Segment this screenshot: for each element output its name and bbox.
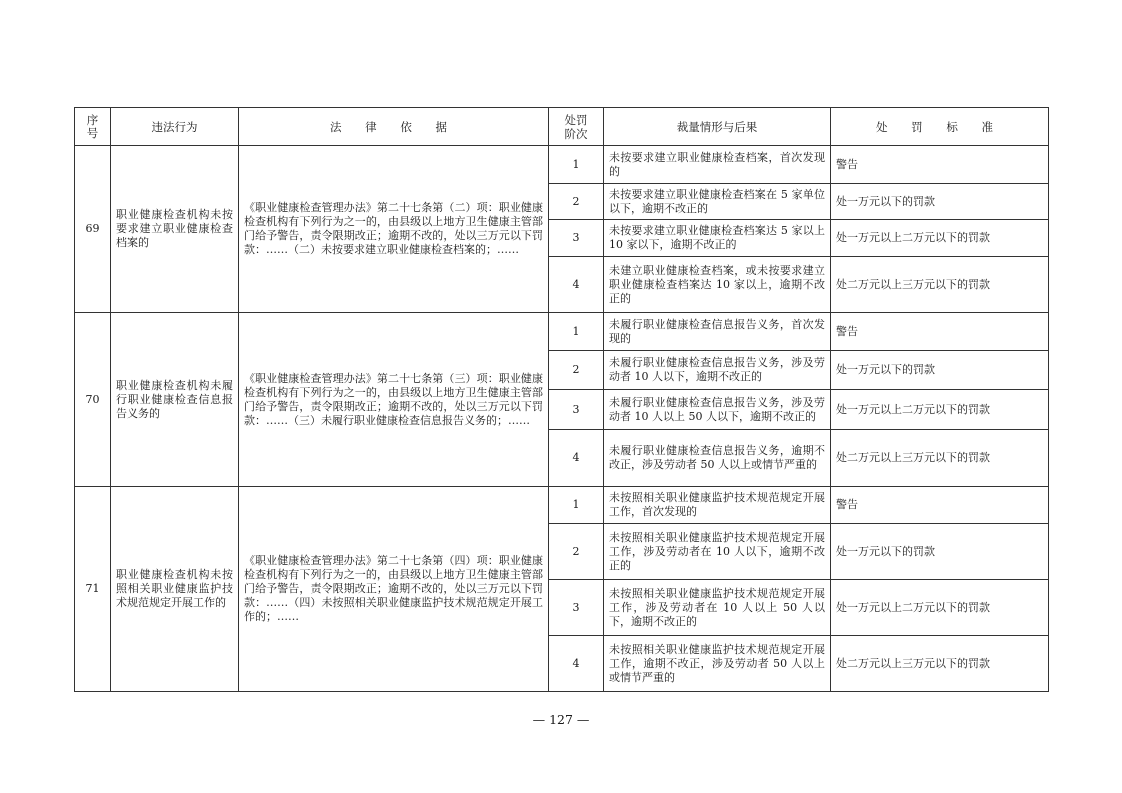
legal-basis-cell: 《职业健康检查管理办法》第二十七条第（四）项：职业健康检查机构有下列行为之一的，由县级以上地方卫生健康主管部门给予警告，责令限期改正；逾期不改的，处以三万元以下罚款：……（四）未按照相关职业健康监护技术规范规定开展工作的；…… bbox=[239, 487, 549, 692]
penalty-stage-cell: 4 bbox=[549, 636, 604, 692]
penalty-cell: 处二万元以上三万元以下的罚款 bbox=[831, 257, 1049, 313]
penalty-cell: 处一万元以下的罚款 bbox=[831, 524, 1049, 580]
penalty-stage-cell: 4 bbox=[549, 430, 604, 487]
penalty-stage-cell: 1 bbox=[549, 146, 604, 184]
penalty-stage-cell: 1 bbox=[549, 313, 604, 351]
circumstance-cell: 未按照相关职业健康监护技术规范规定开展工作，涉及劳动者在 10 人以上 50 人以下，逾期不改正的 bbox=[604, 580, 831, 636]
penalty-cell: 处一万元以上二万元以下的罚款 bbox=[831, 220, 1049, 257]
circumstance-cell: 未建立职业健康检查档案，或未按要求建立职业健康检查档案达 10 家以上，逾期不改正的 bbox=[604, 257, 831, 313]
penalty-cell: 处一万元以下的罚款 bbox=[831, 351, 1049, 390]
row-seq-number: 71 bbox=[75, 487, 111, 692]
penalty-cell: 警告 bbox=[831, 146, 1049, 184]
circumstance-cell: 未按照相关职业健康监护技术规范规定开展工作，首次发现的 bbox=[604, 487, 831, 524]
penalty-stage-cell: 2 bbox=[549, 351, 604, 390]
header-legal-basis: 法 律 依 据 bbox=[239, 108, 549, 146]
circumstance-cell: 未履行职业健康检查信息报告义务，涉及劳动者 10 人以下，逾期不改正的 bbox=[604, 351, 831, 390]
penalty-stage-cell: 2 bbox=[549, 184, 604, 220]
penalty-cell: 警告 bbox=[831, 487, 1049, 524]
table-row bbox=[75, 313, 1049, 351]
header-circumstances: 裁量情形与后果 bbox=[604, 108, 831, 146]
header-penalty-stage: 处罚 阶次 bbox=[549, 108, 604, 146]
header-penalty-standard: 处 罚 标 准 bbox=[831, 108, 1049, 146]
penalty-stage-cell: 3 bbox=[549, 390, 604, 430]
penalty-cell: 处二万元以上三万元以下的罚款 bbox=[831, 636, 1049, 692]
row-seq-number: 69 bbox=[75, 146, 111, 313]
table-header-row bbox=[75, 108, 1049, 146]
penalty-stage-cell: 1 bbox=[549, 487, 604, 524]
illegal-act-cell: 职业健康检查机构未按照相关职业健康监护技术规范规定开展工作的 bbox=[111, 487, 239, 692]
penalty-cell: 处一万元以下的罚款 bbox=[831, 184, 1049, 220]
penalty-stage-cell: 3 bbox=[549, 220, 604, 257]
legal-basis-cell: 《职业健康检查管理办法》第二十七条第（二）项：职业健康检查机构有下列行为之一的，由县级以上地方卫生健康主管部门给予警告，责令限期改正；逾期不改的，处以三万元以下罚款：……（二）未按要求建立职业健康检查档案的；…… bbox=[239, 146, 549, 313]
circumstance-cell: 未按照相关职业健康监护技术规范规定开展工作，涉及劳动者在 10 人以下，逾期不改正的 bbox=[604, 524, 831, 580]
table-row bbox=[75, 146, 1049, 184]
illegal-act-cell: 职业健康检查机构未按要求建立职业健康检查档案的 bbox=[111, 146, 239, 313]
header-seq: 序 号 bbox=[75, 108, 111, 146]
illegal-act-cell: 职业健康检查机构未履行职业健康检查信息报告义务的 bbox=[111, 313, 239, 487]
circumstance-cell: 未履行职业健康检查信息报告义务，逾期不改正，涉及劳动者 50 人以上或情节严重的 bbox=[604, 430, 831, 487]
penalty-stage-cell: 2 bbox=[549, 524, 604, 580]
table-row bbox=[75, 487, 1049, 524]
circumstance-cell: 未按要求建立职业健康检查档案在 5 家单位以下，逾期不改正的 bbox=[604, 184, 831, 220]
penalty-cell: 警告 bbox=[831, 313, 1049, 351]
circumstance-cell: 未按要求建立职业健康检查档案，首次发现的 bbox=[604, 146, 831, 184]
circumstance-cell: 未履行职业健康检查信息报告义务，首次发现的 bbox=[604, 313, 831, 351]
penalty-cell: 处一万元以上二万元以下的罚款 bbox=[831, 580, 1049, 636]
penalty-stage-cell: 4 bbox=[549, 257, 604, 313]
circumstance-cell: 未按要求建立职业健康检查档案达 5 家以上 10 家以下，逾期不改正的 bbox=[604, 220, 831, 257]
circumstance-cell: 未履行职业健康检查信息报告义务，涉及劳动者 10 人以上 50 人以下，逾期不改正的 bbox=[604, 390, 831, 430]
penalty-cell: 处二万元以上三万元以下的罚款 bbox=[831, 430, 1049, 487]
penalty-cell: 处一万元以上二万元以下的罚款 bbox=[831, 390, 1049, 430]
circumstance-cell: 未按照相关职业健康监护技术规范规定开展工作，逾期不改正，涉及劳动者 50 人以上或情节严重的 bbox=[604, 636, 831, 692]
header-illegal-act: 违法行为 bbox=[111, 108, 239, 146]
penalty-standards-table bbox=[74, 107, 1049, 692]
legal-basis-cell: 《职业健康检查管理办法》第二十七条第（三）项：职业健康检查机构有下列行为之一的，由县级以上地方卫生健康主管部门给予警告，责令限期改正；逾期不改的，处以三万元以下罚款：……（三）未履行职业健康检查信息报告义务的；…… bbox=[239, 313, 549, 487]
page-number: — 127 — bbox=[532, 712, 590, 727]
row-seq-number: 70 bbox=[75, 313, 111, 487]
penalty-stage-cell: 3 bbox=[549, 580, 604, 636]
